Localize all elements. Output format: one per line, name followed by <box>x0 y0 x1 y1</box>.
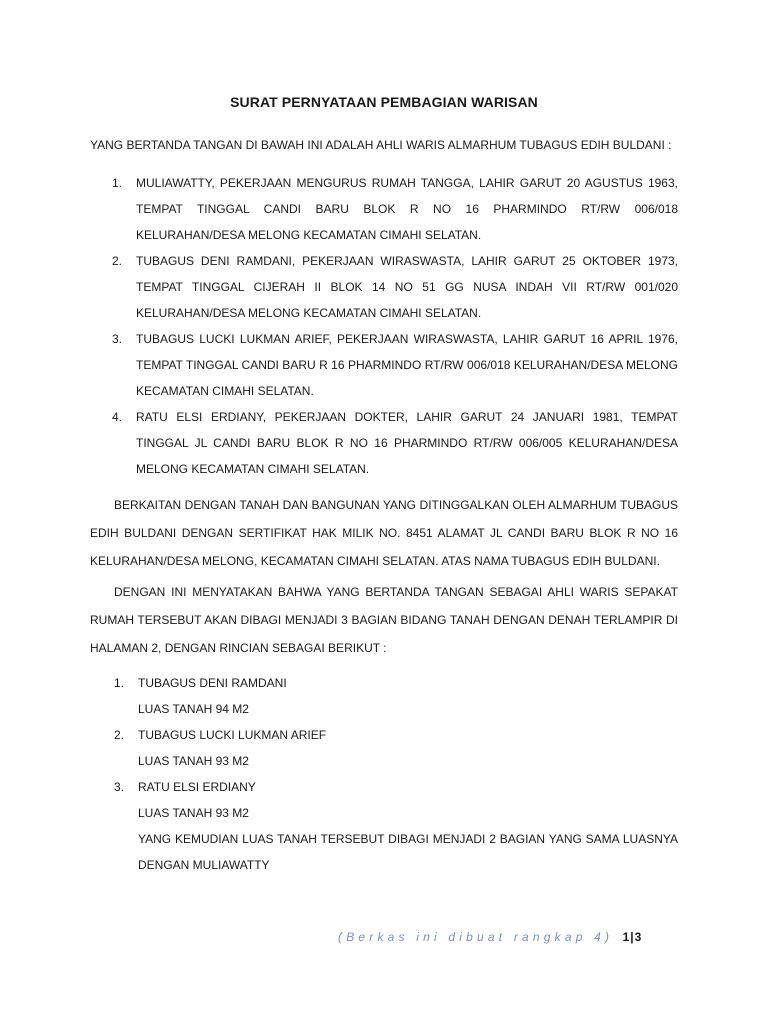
share-area: LUAS TANAH 94 M2 <box>138 702 249 716</box>
list-item-text: MULIAWATTY, PEKERJAAN MENGURUS RUMAH TANGGA, LAHIR GARUT 20 AGUSTUS 1963, TEMPAT TINGGAL CANDI BARU BLOK R NO 16 PHARMINDO RT/RW 006/018 KELURAHAN/DESA MELONG KECAMATAN CIMAHI SELATAN. <box>136 176 678 242</box>
list-item <box>90 326 678 404</box>
share-name: TUBAGUS LUCKI LUKMAN ARIEF <box>138 728 327 742</box>
list-item-text: TUBAGUS LUCKI LUKMAN ARIEF, PEKERJAAN WIRASWASTA, LAHIR GARUT 16 APRIL 1976, TEMPAT TINGGAL CANDI BARU R 16 PHARMINDO RT/RW 006/018 KELURAHAN/DESA MELONG KECAMATAN CIMAHI SELATAN. <box>136 332 678 398</box>
list-item <box>90 670 678 722</box>
list-item <box>90 722 678 774</box>
land-description-paragraph: BERKAITAN DENGAN TANAH DAN BANGUNAN YANG DITINGGALKAN OLEH ALMARHUM TUBAGUS EDIH BULDANI DENGAN SERTIFIKAT HAK MILIK NO. 8451 ALAMAT JL CANDI BARU BLOK R NO 16 KELURAHAN/DESA MELONG, KECAMATAN CIMAHI SELATAN. ATAS NAMA TUBAGUS EDIH BULDANI. <box>90 498 678 568</box>
heirs-list <box>90 170 678 482</box>
list-item-number: 2. <box>114 728 125 742</box>
list-item-number: 3. <box>114 780 125 794</box>
page-current: 1 <box>622 930 630 944</box>
list-item <box>90 170 678 248</box>
share-area: LUAS TANAH 93 M2 <box>138 806 249 820</box>
list-item <box>90 248 678 326</box>
share-area: LUAS TANAH 93 M2 <box>138 754 249 768</box>
list-item-number: 2. <box>112 254 123 268</box>
footer-note: (Berkas ini dibuat rangkap 4) <box>338 930 614 944</box>
document-title: SURAT PERNYATAAN PEMBAGIAN WARISAN <box>230 94 538 110</box>
list-item <box>90 404 678 482</box>
shares-list <box>90 670 678 878</box>
intro-statement: YANG BERTANDA TANGAN DI BAWAH INI ADALAH AHLI WARIS ALMARHUM TUBAGUS EDIH BULDANI : <box>90 138 672 152</box>
list-item-number: 1. <box>114 676 125 690</box>
list-item-number: 3. <box>112 332 123 346</box>
share-name: RATU ELSI ERDIANY <box>138 780 256 794</box>
page-number <box>623 930 642 944</box>
list-item-text: TUBAGUS DENI RAMDANI, PEKERJAAN WIRASWASTA, LAHIR GARUT 25 OKTOBER 1973, TEMPAT TINGGAL CIJERAH II BLOK 14 NO 51 GG NUSA INDAH VII RT/RW 001/020 KELURAHAN/DESA MELONG KECAMATAN CIMAHI SELATAN. <box>136 254 678 320</box>
share-name: TUBAGUS DENI RAMDANI <box>138 676 287 690</box>
division-statement-paragraph: DENGAN INI MENYATAKAN BAHWA YANG BERTANDA TANGAN SEBAGAI AHLI WARIS SEPAKAT RUMAH TERSEBUT AKAN DIBAGI MENJADI 3 BAGIAN BIDANG TANAH DENGAN DENAH TERLAMPIR DI HALAMAN 2, DENGAN RINCIAN SEBAGAI BERIKUT : <box>90 585 678 655</box>
list-item <box>90 774 678 878</box>
page-footer <box>338 930 641 944</box>
page-total: 3 <box>634 930 642 944</box>
share-note: YANG KEMUDIAN LUAS TANAH TERSEBUT DIBAGI MENJADI 2 BAGIAN YANG SAMA LUASNYA DENGAN MULIAWATTY <box>138 832 678 872</box>
list-item-text: RATU ELSI ERDIANY, PEKERJAAN DOKTER, LAHIR GARUT 24 JANUARI 1981, TEMPAT TINGGAL JL CANDI BARU BLOK R NO 16 PHARMINDO RT/RW 006/005 KELURAHAN/DESA MELONG KECAMATAN CIMAHI SELATAN. <box>136 410 678 476</box>
page-separator: | <box>630 930 634 944</box>
list-item-number: 4. <box>112 410 123 424</box>
list-item-number: 1. <box>112 176 123 190</box>
